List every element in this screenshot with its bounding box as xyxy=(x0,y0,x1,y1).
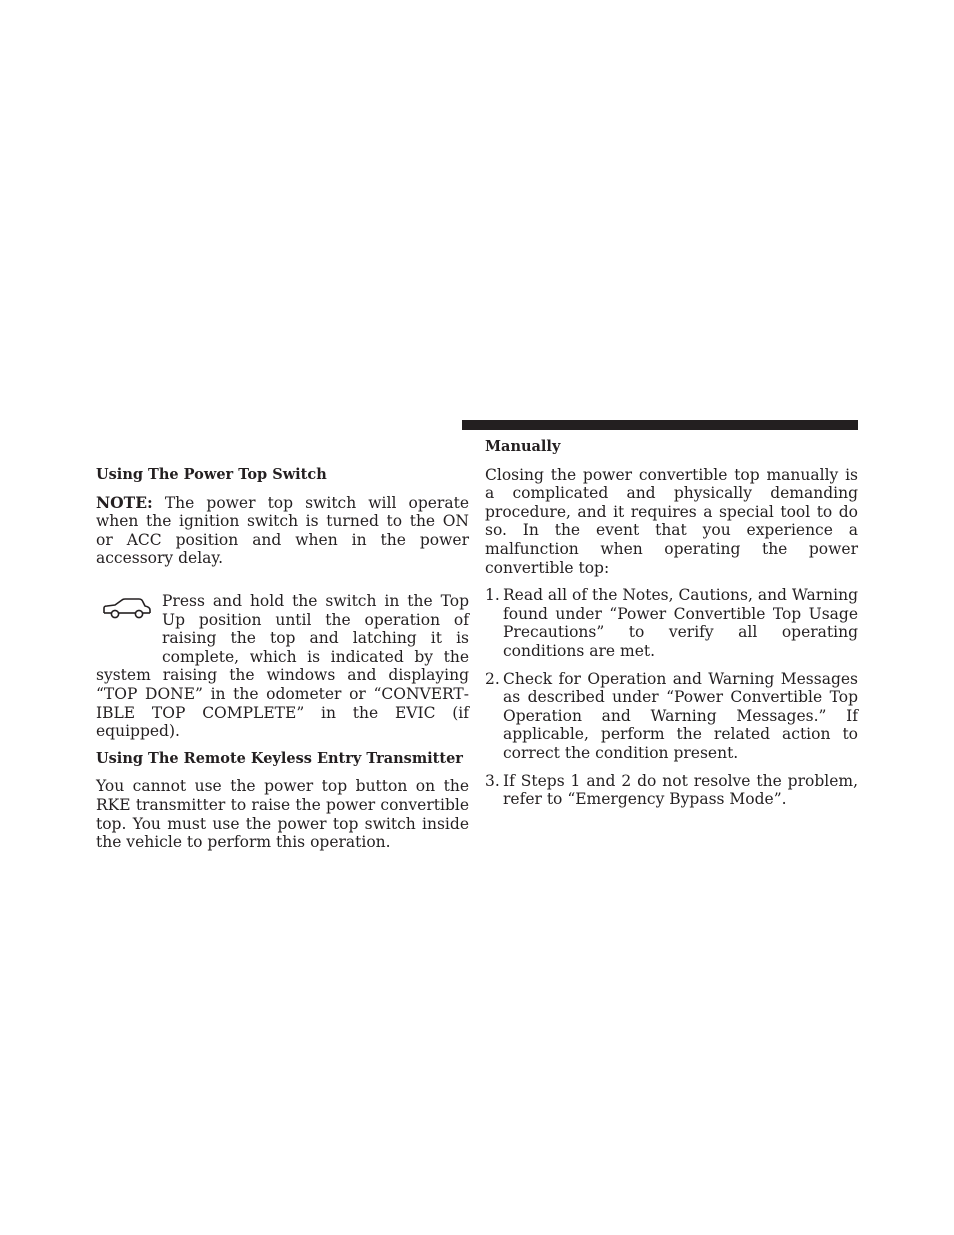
rke-paragraph: You cannot use the power top button on the RKE transmitter to raise the power convertible top. You must use the power top switch inside the vehicle to perform this operation. xyxy=(96,777,469,852)
top-up-instruction-text: Press and hold the switch in the Top Up position until the operation of raising the top and latching it is complete, which is indicated by the system raising the windows and displaying “TOP DONE” in the odometer or “CONVERTIBLE TOP COMPLETE” in the EVIC (if equipped). xyxy=(96,591,469,741)
manual-intro-paragraph: Closing the power convertible top manually is a complicated and physically demanding procedure, and it requires a special tool to do so. In the event that you experience a malfunction when operating the power convertible top: xyxy=(485,465,858,577)
step-text: If Steps 1 and 2 do not resolve the problem, refer to “Emergency Bypass Mode”. xyxy=(503,771,858,809)
right-column xyxy=(485,438,858,818)
step-number: 1. xyxy=(485,586,500,605)
convertible-top-up-icon xyxy=(96,596,156,650)
list-item xyxy=(485,670,858,763)
list-item xyxy=(485,586,858,660)
note-paragraph xyxy=(96,494,469,568)
manual-steps-list xyxy=(485,586,858,809)
heading-rke-transmitter: Using The Remote Keyless Entry Transmitter xyxy=(96,749,463,767)
step-number: 3. xyxy=(485,771,500,790)
left-column xyxy=(96,466,469,861)
heading-power-top-switch: Using The Power Top Switch xyxy=(96,466,327,483)
list-item xyxy=(485,772,858,809)
step-text: Read all of the Notes, Cautions, and Warning found under “Power Convertible Top Usage Precautions” to verify all operating conditions are met. xyxy=(503,586,858,660)
note-text: The power top switch will operate when the ignition switch is turned to the ON or ACC position and when in the power accessory delay. xyxy=(96,493,469,568)
step-text: Check for Operation and Warning Messages as described under “Power Convertible Top Operation and Warning Messages.” If applicable, perform the related action to correct the condition present. xyxy=(503,669,858,762)
heading-manually: Manually xyxy=(485,438,561,455)
section-divider-bar xyxy=(462,420,858,430)
top-up-instruction-paragraph xyxy=(96,592,469,741)
note-label: NOTE: xyxy=(96,492,153,512)
step-number: 2. xyxy=(485,669,500,688)
